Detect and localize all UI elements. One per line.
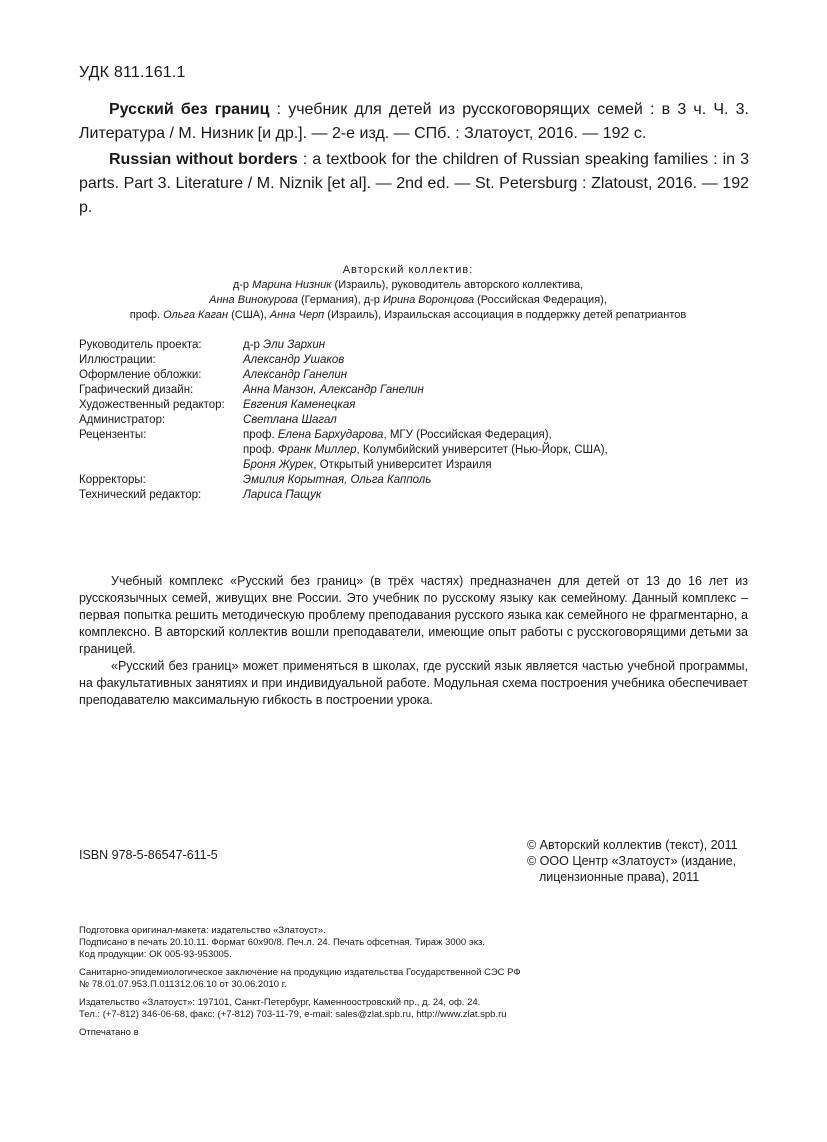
credit-label: Оформление обложки: <box>79 369 202 381</box>
author-team-line <box>79 293 737 308</box>
text-fragment: (Израиль), Израильская ассоциация в поддержку детей репатриантов <box>324 309 687 321</box>
credit-row <box>79 353 608 368</box>
text-fragment: (Российская Федерация), <box>474 294 607 306</box>
author-name: Ирина Воронцова <box>382 294 475 306</box>
author-team-heading: Авторский коллектив: <box>342 264 474 276</box>
credit-value <box>243 338 325 353</box>
text-fragment: , Колумбийский университет (Нью-Йорк, США), <box>356 444 608 456</box>
credit-row <box>79 443 608 458</box>
credit-label: Художественный редактор: <box>79 399 225 411</box>
credit-value <box>243 458 492 473</box>
text-fragment: проф. <box>243 444 278 456</box>
person-name: Лариса Пащук <box>243 489 322 501</box>
imprint-block <box>79 925 521 1039</box>
book-description <box>79 573 748 709</box>
text-fragment: д-р <box>243 339 264 351</box>
person-name: Анна Манзон, Александр Ганелин <box>243 384 424 396</box>
person-name: Александр Ганелин <box>243 369 348 381</box>
copyright-line: © Авторский коллектив (текст), 2011 <box>527 838 738 852</box>
copyright-line: лицензионные права), 2011 <box>539 870 700 884</box>
description-paragraph: Учебный комплекс «Русский без границ» (в трёх частях) предназначен для детей от 13 до 16 лет из русскоязычных семей, живущих вне России. Это учебник по русскому языку как семейному. Данный комплекс – первая попытка решить методическую проблему преподавания русского языка как семейного не фрагментарно, а комплексно. В авторский коллектив вошли преподаватели, имеющие опыт работы с русскоговорящими детьми за границей. <box>79 574 748 656</box>
book-title-english: Russian without borders <box>109 151 298 168</box>
credit-row <box>79 488 608 503</box>
credit-row <box>79 368 608 383</box>
credits-list <box>79 338 608 503</box>
credit-value <box>243 443 608 458</box>
imprint-line: Тел.: (+7-812) 346-06-68, факс: (+7-812) 703-11-79, e-mail: sales@zlat.spb.ru, http://www.zlat.spb.ru <box>79 1009 507 1020</box>
person-name: Броня Журек <box>243 459 314 471</box>
credit-value <box>243 383 424 398</box>
text-fragment: , Открытый университет Израиля <box>313 459 492 471</box>
credit-value <box>243 368 347 383</box>
imprint-line: Код продукции: ОК 005-93-953005. <box>79 949 232 960</box>
credit-label: Иллюстрации: <box>79 354 156 366</box>
author-name: Анна Черп <box>269 309 325 321</box>
credit-value <box>243 413 337 428</box>
author-team-line <box>79 308 737 323</box>
bibliographic-details-english: : a textbook for the children of Russian speaking families : in 3 parts. Part 3. Literature / M. Niznik [et al]. — 2nd ed. — St. Petersburg : Zlatoust, 2016. — 192 p. <box>79 151 749 216</box>
author-name: Анна Винокурова <box>209 294 298 306</box>
imprint-line: № 78.01.07.953.П.011312.06.10 от 30.06.2010 г. <box>79 979 287 990</box>
credit-label: Технический редактор: <box>79 489 202 501</box>
book-title-russian: Русский без границ <box>109 101 270 118</box>
imprint-line: Отпечатано в <box>79 1027 139 1038</box>
imprint-line: Подписано в печать 20.10.11. Формат 60х90/8. Печ.л. 24. Печать офсетная. Тираж 3000 экз. <box>79 937 485 948</box>
author-name: Ольга Каган <box>163 309 229 321</box>
credit-label: Рецензенты: <box>79 429 147 441</box>
person-name: Александр Ушаков <box>243 354 345 366</box>
credit-label: Корректоры: <box>79 474 146 486</box>
credit-label: Руководитель проекта: <box>79 339 202 351</box>
credit-row <box>79 428 608 443</box>
bibliographic-details-russian: : учебник для детей из русскоговорящих семей : в 3 ч. Ч. 3. Литература / М. Низник [и др.]. — 2-е изд. — СПб. : Златоуст, 2016. — 192 с. <box>79 101 749 142</box>
credit-value <box>243 488 321 503</box>
credit-value <box>243 428 552 443</box>
person-name: Евгения Каменецкая <box>243 399 356 411</box>
author-team-line <box>79 278 737 293</box>
person-name: Елена Бархударова <box>277 429 384 441</box>
credit-value <box>243 473 431 488</box>
credit-value <box>243 398 355 413</box>
copyright-block <box>527 837 738 885</box>
text-fragment: д-р <box>232 279 253 291</box>
credit-row <box>79 383 608 398</box>
text-fragment: проф. <box>243 429 278 441</box>
text-fragment: проф. <box>129 309 164 321</box>
credit-row <box>79 473 608 488</box>
isbn: ISBN 978-5-86547-611-5 <box>79 848 218 862</box>
author-team <box>79 263 737 323</box>
credit-label: Администратор: <box>79 414 166 426</box>
text-fragment: (Германия), д-р <box>297 294 383 306</box>
bibliographic-entry-english <box>79 148 749 220</box>
credit-row <box>79 413 608 428</box>
credit-label <box>79 443 243 458</box>
text-fragment: , МГУ (Российская Федерация), <box>383 429 552 441</box>
credit-value <box>243 353 344 368</box>
imprint-line: Издательство «Златоуст»: 197101, Санкт-Петербург, Каменноостровский пр., д. 24, оф. 24. <box>79 997 481 1008</box>
bibliographic-entry-russian <box>79 98 749 146</box>
person-name: Эмилия Корытная, Ольга Капполь <box>243 474 432 486</box>
person-name: Франк Миллер <box>277 444 357 456</box>
udk-code: УДК 811.161.1 <box>79 64 186 81</box>
person-name: Эли Зархин <box>263 339 326 351</box>
imprint-line: Санитарно-эпидемиологическое заключение на продукцию издательства Государственной СЭС РФ <box>79 967 521 978</box>
text-fragment: (США), <box>228 309 270 321</box>
credit-row <box>79 338 608 353</box>
copyright-line: © ООО Центр «Златоуст» (издание, <box>527 854 737 868</box>
credit-row <box>79 458 608 473</box>
person-name: Светлана Шагал <box>243 414 337 426</box>
description-paragraph: «Русский без границ» может применяться в школах, где русский язык является частью учебной программы, на факультативных занятиях и при индивидуальной работе. Модульная схема построения учебника обеспечивает преподавателю максимальную гибкость в построении урока. <box>79 659 748 707</box>
text-fragment: (Израиль), руководитель авторского коллектива, <box>331 279 584 291</box>
author-name: Марина Низник <box>252 279 332 291</box>
credit-row <box>79 398 608 413</box>
credit-label <box>79 458 243 473</box>
credit-label: Графический дизайн: <box>79 384 194 396</box>
imprint-line: Подготовка оригинал-макета: издательство «Златоуст». <box>79 925 326 936</box>
